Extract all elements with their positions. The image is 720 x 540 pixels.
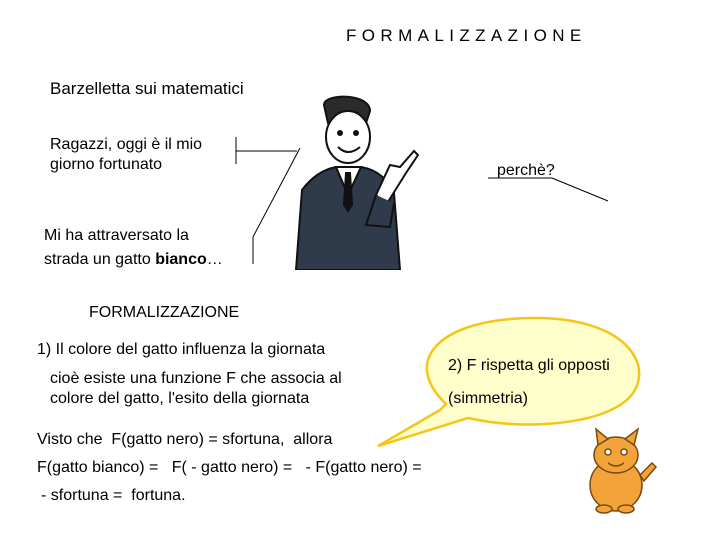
dialogue-line-4-prefix: strada un gatto	[44, 251, 156, 268]
point-2: 2) F rispetta gli opposti	[448, 357, 610, 374]
callout-line-3	[552, 178, 608, 201]
step-1: Visto che F(gatto nero) = sfortuna, allora	[37, 431, 333, 448]
step-2: F(gatto bianco) = F( - gatto nero) = - F(gatto nero) =	[37, 459, 422, 476]
man-eye-left	[338, 131, 342, 135]
man-illustration	[266, 95, 436, 270]
formalization-heading: FORMALIZZAZIONE	[89, 304, 240, 321]
point-2-detail: (simmetria)	[448, 390, 528, 407]
dialogue-line-3: Mi ha attraversato la	[44, 227, 189, 244]
cat-foot-right	[618, 505, 634, 513]
page-subtitle: Barzelletta sui matematici	[50, 79, 244, 98]
man-eye-right	[354, 131, 358, 135]
page-title: FORMALIZZAZIONE	[346, 26, 587, 45]
point-1: 1) Il colore del gatto influenza la giornata	[37, 341, 326, 358]
question-text: perchè?	[497, 162, 555, 179]
point-1-detail-a: cioè esiste una funzione F che associa al	[50, 370, 342, 387]
cat-eye-right	[621, 449, 627, 455]
cat-foot-left	[596, 505, 612, 513]
man-tie	[344, 173, 352, 211]
dialogue-line-4-suffix: …	[206, 251, 223, 268]
man-face	[326, 111, 370, 163]
cat-eye-left	[605, 449, 611, 455]
cat-raised-paw	[640, 463, 656, 481]
step-3: - sfortuna = fortuna.	[41, 487, 186, 504]
dialogue-line-2: giorno fortunato	[50, 156, 163, 173]
dialogue-line-4	[44, 250, 223, 269]
dialogue-line-1: Ragazzi, oggi è il mio	[50, 136, 203, 153]
cat-illustration	[578, 425, 658, 515]
dialogue-line-4-bold: bianco	[155, 251, 207, 268]
point-1-detail-b: colore del gatto, l'esito della giornata	[50, 390, 310, 407]
